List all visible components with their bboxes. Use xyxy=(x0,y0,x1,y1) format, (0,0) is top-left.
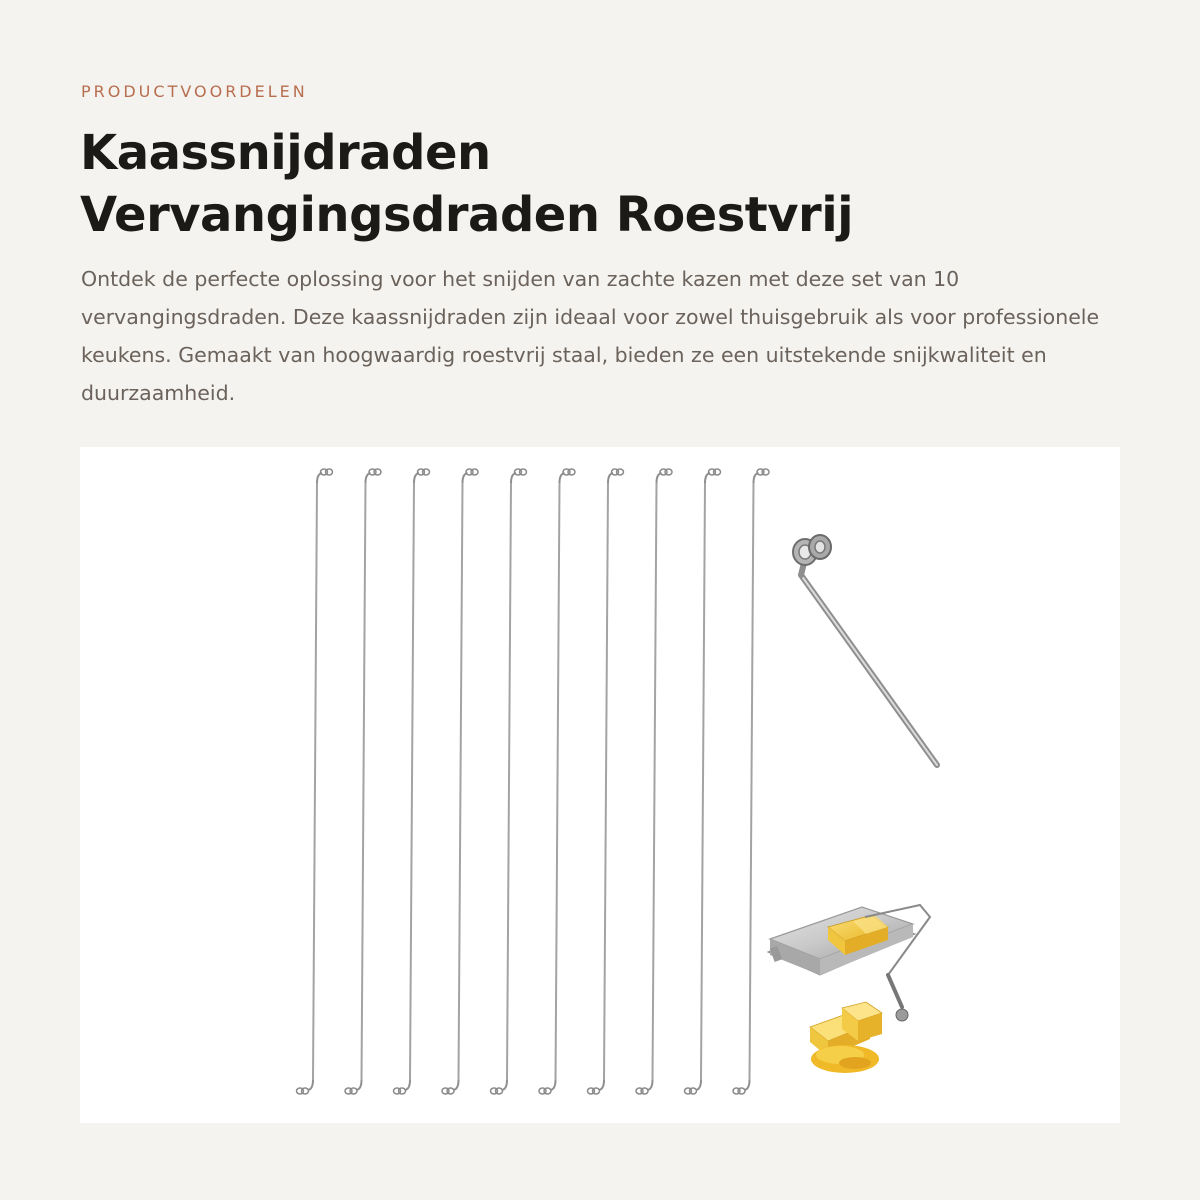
cheese-wire-icon xyxy=(491,469,527,1094)
cheese-wire-icon xyxy=(733,469,769,1094)
cheese-wire-icon xyxy=(539,469,575,1094)
product-description: Ontdek de perfecte oplossing voor het snijden van zachte kazen met deze set van 10 vervangingsdraden. Deze kaassnijdraden zijn ideaal voor zowel thuisgebruik als voor professionele keukens. Gemaakt van hoogwaardig roestvrij staal, bieden ze een uitstekende snijkwaliteit en duurzaamheid. xyxy=(81,267,1100,405)
cheese-wire-icon xyxy=(442,469,478,1094)
cheese-wedge-icon xyxy=(810,1002,882,1073)
cheese-slicer-icon xyxy=(768,905,930,1021)
cheese-wire-icon xyxy=(636,469,672,1094)
wire-closeup-icon xyxy=(793,535,937,765)
cheese-wire-icon xyxy=(345,469,381,1094)
eyebrow-label: PRODUCTVOORDELEN xyxy=(81,82,308,101)
title-line-1: Kaassnijdraden xyxy=(80,125,491,181)
cheese-wire-icon xyxy=(588,469,624,1094)
wires-group xyxy=(297,469,770,1094)
cheese-wire-icon xyxy=(394,469,430,1094)
cheese-wire-icon xyxy=(685,469,721,1094)
cheese-wire-icon xyxy=(297,469,333,1094)
title-line-2: Vervangingsdraden Roestvrij xyxy=(80,187,854,243)
page-title xyxy=(80,122,1120,246)
product-image xyxy=(80,447,1120,1123)
